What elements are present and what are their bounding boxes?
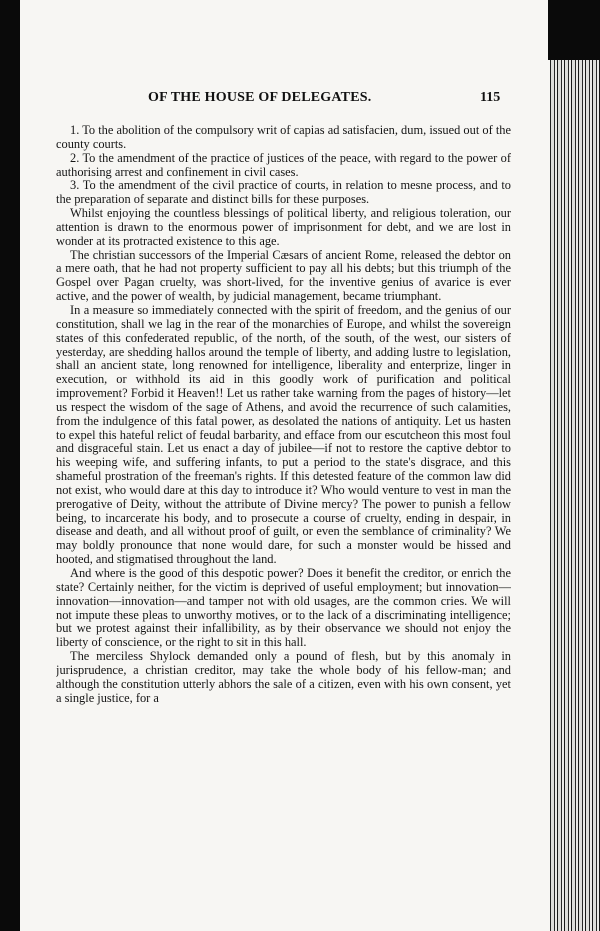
list-item: 1. To the abolition of the compulsory writ of capias ad satisfacien, dum, issued out of the county courts. (56, 124, 511, 151)
book-page (20, 0, 551, 931)
page-number: 115 (480, 90, 501, 105)
paragraph: And where is the good of this despotic power? Does it benefit the creditor, or enrich the state? Certainly neither, for the victim is deprived of useful employment; but innovation—innovation—innovation—and tamper not with old usages, are the common cries. We will not impute these pleas to unworthy motives, or to the lack of a discriminating intelligence; but we protest against their infallibility, as by their observance we should not enjoy the liberty of conscience, or the right to sit in this hall. (56, 566, 511, 650)
page-body-text (56, 124, 511, 929)
paragraph: The merciless Shylock demanded only a pound of flesh, but by this anomaly in jurisprudence, a christian creditor, may take the whole body of his fellow-man; and although the constitution utterly abhors the sale of a citizen, even with his own consent, yet a single justice, for a (56, 649, 511, 705)
list-item: 3. To the amendment of the civil practice of courts, in relation to mesne process, and to the preparation of separate and distinct bills for these purposes. (56, 178, 511, 207)
paragraph: The christian successors of the Imperial Cæsars of ancient Rome, released the debtor on a mere oath, that he had not property sufficient to pay all his debts; but this triumph of the Gospel over Pagan cruelty, was short-lived, for the inventive genius of avarice is ever active, and the power of wealth, by judicial management, became triumphant. (56, 247, 511, 304)
paragraph: Whilst enjoying the countless blessings of political liberty, and religious toleration, our attention is drawn to the enormous power of imprisonment for debt, and we are lost in wonder at its protracted existence to this age. (56, 206, 511, 248)
page-header (20, 90, 550, 110)
running-head: OF THE HOUSE OF DELEGATES. (148, 90, 372, 105)
page-edge-scan-artifact (548, 0, 600, 931)
list-item: 2. To the amendment of the practice of justices of the peace, with regard to the power of authorising arrest and confinement in civil cases. (56, 150, 511, 179)
scan-corner-shadow (548, 0, 600, 60)
paragraph: In a measure so immediately connected with the spirit of freedom, and the genius of our constitution, shall we lag in the rear of the monarchies of Europe, and whilst the sovereign states of this confederated republic, of the north, of the south, of the west, our sisters of yesterday, are shedding hallos around the temple of liberty, and adding lustre to legislation, shall an ancient state, long renowned for intelligence, liberality and enterprize, linger in execution, or withhold its aid in this goodly work of purification and political improvement? Forbid it Heaven!! Let us rather take warning from the pages of history—let us respect the wisdom of the sage of Athens, and avoid the recurrence of such calamities, from the indulgence of this fatal power, as desolated the nations of antiquity. Let us hasten to expel this hateful relict of feudal barbarity, and efface from our escutcheon this most foul and disgraceful stain. Let us enact a day of jubilee—if not to restore the captive debtor to his weeping wife, and suffering infants, to put a period to the state's disgrace, and this shameful prostration of the freeman's rights. If this detested feature of the common law did not exist, who would dare at this day to introduce it? Who would venture to vest in man the prerogative of Deity, without the attribute of Divine mercy? The power to punish a fellow being, to incarcerate his body, and to prosecute a course of cruelty, ending in despair, in disease and death, and all without proof of guilt, or even the semblance of criminality? We may boldly pronounce that none would dare, for such a monster would be hissed and hooted, and stigmatised throughout the land. (56, 302, 511, 567)
